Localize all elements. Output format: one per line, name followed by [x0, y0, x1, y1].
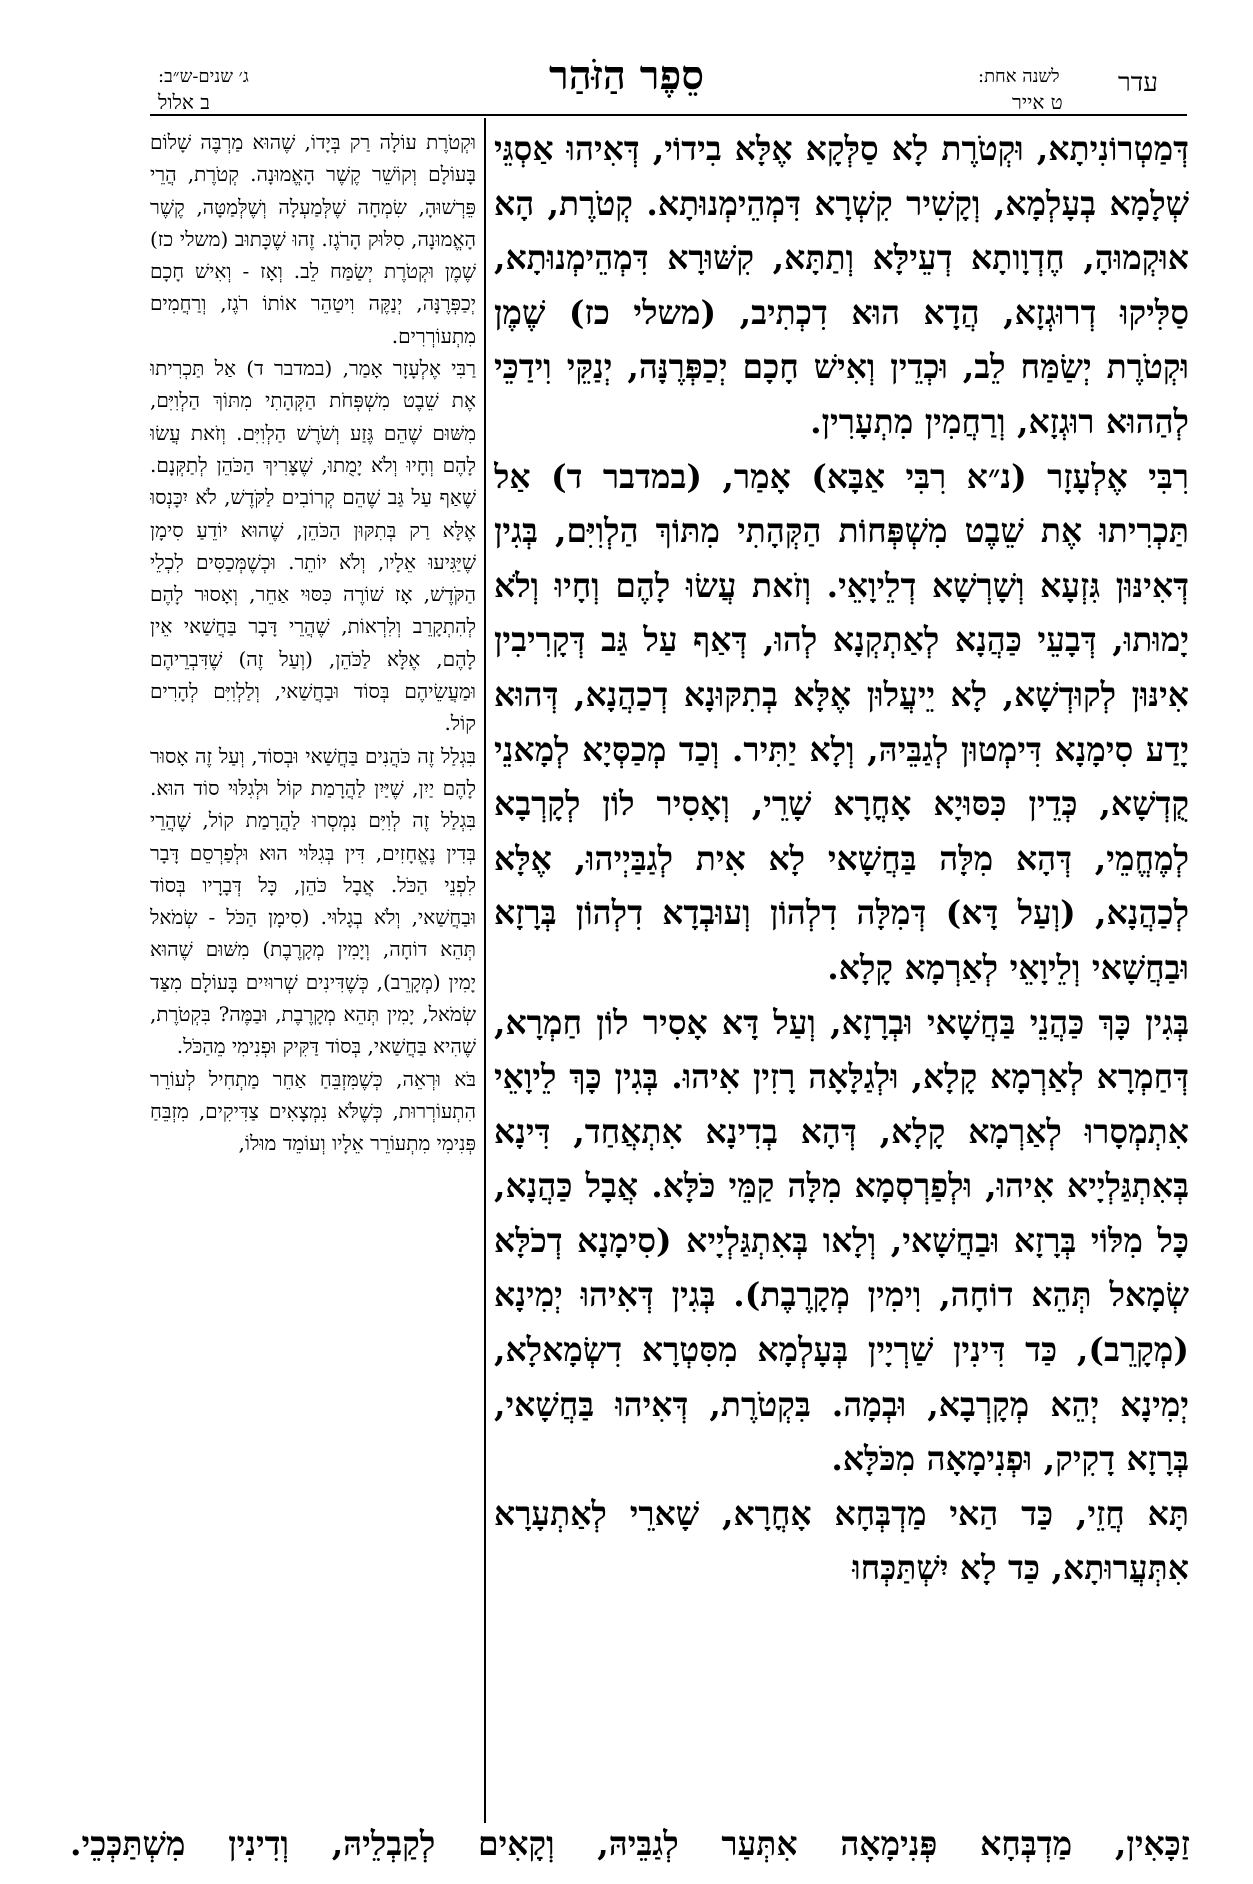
header-date-left: ב אלול — [158, 90, 210, 114]
page-title: סֵפֶר הַזֹּהַר — [549, 52, 704, 99]
page-header — [0, 0, 1253, 115]
aramaic-paragraph: בְּגִין כָּךְ כַּהֲנֵי בַּחֲשָׁאי וּבְרָזָא, וְעַל דָּא אָסִיר לוֹן חַמְרָא, דְּחַמְרָא לְאַרְמָא קָלָא, וּלְגַלָּאָה רָזִין אִיהוּ. בְּגִין כָּךְ לֵיוָאֵי אִתְמְסָרוּ לְאַרְמָא קָלָא, דְּהָא בְדִינָא אִתְאֲחַד, דִּינָא בְּאִתְגַּלְיָיא אִיהוּ, וּלְפַרְסְמָא מִלָּה קַמֵּי כֹּלָּא. אֲבָל כַּהֲנָא, כָּל מִלּוֹי בְּרָזָא וּבַחֲשָׁאי, וְלָאו בְּאִתְגַּלְיָיא (סִימָנָא דְכֹלָּא שְׂמָאל תְּהֵא דוֹחָה, וִימִין מְקָרֶבֶת). בְּגִין דְּאִיהוּ יְמִינָא (מְקָרֵב), כַּד דִּינִין שַׁרְיָין בְּעָלְמָא מִסִּטְרָא דִשְׂמָאלָא, יְמִינָא יְהֵא מְקָרְבָא, וּבְמָה. בִּקְטֹרֶת, דְּאִיהוּ בַּחֲשָׁאי, בְּרָזָא דָקִיק, וּפְנִימָאָה מִכֹּלָּא. — [494, 1002, 1189, 1479]
aramaic-paragraph: רִבִּי אֶלְעָזָר (נ״א רִבִּי אַבָּא) אָמַר, (במדבר ד) אַל תַּכְרִיתוּ אֶת שֵׁבֶט מִשְׁפְּחוֹת הַקְּהָתִי מִתּוֹךְ הַלְוִיִּם, בְּגִין דְּאִינּוּן גִּזְעָא וְשָׁרְשָׁא דְלֵיוָאֵי. וְזֹאת עֲשׂוּ לָהֶם וְחָיוּ וְלֹא יָמוּתוּ, דְּבָעֵי כַּהֲנָא לְאַתְקְנָא לְהוּ, דְּאַף עַל גַּב דְּקָרִיבִין אִינּוּן לְקוּדְשָׁא, לָא יֵיעֲלוּן אֶלָּא בְתִקּוּנָא דְכַהֲנָא, דְּהוּא יָדַע סִימָנָא דִּימְטוּן לְגַבֵּיהּ, וְלָא יַתִּיר. וְכַד מְכַסְּיָא לְמָאנֵי קֻדְשָׁא, כְּדֵין כִּסּוּיָא אָחֳרָא שָׁרֵי, וְאָסִיר לוֹן לְקָרְבָא לְמֶחֱמֵי, דְּהָא מִלָּה בַּחֲשָׁאי לָא אִית לְגַבַּיְיהוּ, אֶלָּא לְכַהֲנָא, (וְעַל דָּא) דְּמִלָּה דִלְהוֹן וְעוּבְדָא דִלְהוֹן בְּרָזָא וּבַחֲשָׁאי וְלֵיוָאֵי לְאַרְמָא קָלָא. — [494, 456, 1189, 987]
translation-paragraph: רַבִּי אֶלְעָזָר אָמַר, (במדבר ד) אַל תַּכְרִיתוּ אֶת שֵׁבֶט מִשְׁפְּחֹת הַקְּהָתִי מִתּוֹךְ הַלְוִיִּם, מִשּׁוּם שֶׁהֵם גֶּזַע וְשֹׁרֶשׁ הַלְוִיִּם. וְזֹאת עֲשׂוּ לָהֶם וְחָיוּ וְלֹא יָמֻתוּ, שֶׁצָּרִיךְ הַכֹּהֵן לְתַקְּנָם. שֶׁאַף עַל גַּב שֶׁהֵם קְרוֹבִים לַקֹּדֶשׁ, לֹא יִכָּנְסוּ אֶלָּא רַק בְּתִקּוּן הַכֹּהֵן, שֶׁהוּא יוֹדֵעַ סִימָן שֶׁיַּגִּיעוּ אֵלָיו, וְלֹא יוֹתֵר. וּכְשֶׁמְּכַסִּים לִכְלֵי הַקֹּדֶשׁ, אָז שׁוֹרֶה כִּסּוּי אַחֵר, וְאָסוּר לָהֶם לְהִתְקָרֵב וְלִרְאוֹת, שֶׁהֲרֵי דָּבָר בַּחֲשַׁאי אֵין לָהֶם, אֶלָּא לַכֹּהֵן, (וְעַל זֶה) שֶׁדִּבְרֵיהֶם וּמַעֲשֵׂיהֶם בְּסוֹד וּבַחֲשַׁאי, וְלַלְוִיִּם לְהָרִים קוֹל. — [150, 356, 476, 736]
aramaic-paragraph: דְּמַטְרוֹנִיתָא, וּקְטֹרֶת לָא סַלְּקָא אֶלָּא בִידוֹי, דְּאִיהוּ אַסְגֵּי שְׁלָמָא בְעָלְמָא, וְקָשִׁיר קִשְׁרָא דִּמְהֵימְנוּתָא. קְטֹרֶת, הָא אוּקְמוּהָ, חֶדְוָותָא דְעֵילָּא וְתַתָּא, קִשּׁוּרָא דִּמְהֵימְנוּתָא, סַלִּיקוּ דְרוּגְזָא, הֲדָא הוּא דִכְתִיב, (משלי כז) שֶׁמֶן וּקְטֹרֶת יְשַׂמַּח לֵב, וּכְדֵין וְאִישׁ חָכָם יְכַפְּרֶנָּה, יְנַקֵּי וִידַכֵּי לְהַהוּא רוּגְזָא, וְרַחֲמִין מִתְעָרִין. — [494, 129, 1189, 441]
translation-paragraph: בִּגְלַל זֶה כֹּהֲנִים בַּחֲשַׁאי וּבְסוֹד, וְעַל זֶה אָסוּר לָהֶם יַיִן, שֶׁיַּיִן לַהֲרָמַת קוֹל וּלְגִלּוּי סוֹד הוּא. בִּגְלַל זֶה לְוִיִּם נִמְסְרוּ לַהֲרָמַת קוֹל, שֶׁהֲרֵי בְּדִין נֶאֱחָזִים, דִּין בְּגִלּוּי הוּא וּלְפַרְסֵם דָּבָר לִפְנֵי הַכֹּל. אֲבָל כֹּהֵן, כָּל דְּבָרָיו בְּסוֹד וּבַחֲשַׁאי, וְלֹא בְגָלוּי. (סִימָן הַכֹּל - שְׂמֹאל תְּהֵא דוֹחָה, וְיָמִין מְקָרֶבֶת) מִשּׁוּם שֶׁהוּא יָמִין (מְקָרֵב), כְּשֶׁדִּינִים שְׁרוּיִים בָּעוֹלָם מִצַּד שְׂמֹאל, יָמִין תְּהֵא מְקָרֶבֶת, וּבַמֶּה? בִּקְטֹרֶת, שֶׁהִיא בַּחֲשַׁאי, בְּסוֹד דַּקִּיק וּפְנִימִי מֵהַכֹּל. — [150, 743, 476, 1059]
header-study-cycle-right: לשנה אחת: — [978, 66, 1060, 87]
page-number: עדר — [1118, 68, 1158, 98]
hebrew-translation-column — [150, 126, 476, 1726]
translation-paragraph: וּקְטֹרֶת עוֹלָה רַק בְּיָדוֹ, שֶׁהוּא מַרְבֶּה שָׁלוֹם בָּעוֹלָם וְקוֹשֵׁר קֶשֶׁר הָאֱמוּנָה. קְטֹרֶת, הֲרֵי פֵּרְשׁוּהָ, שִׂמְחָה שֶׁלְּמַעְלָה וְשֶׁלְּמַטָּה, קֶשֶׁר הָאֱמוּנָה, סִלּוּק הָרֹגֶז. זֶהוּ שֶׁכָּתוּב (משלי כז) שֶׁמֶן וּקְטֹרֶת יְשַׂמַּח לֵב. וְאָז - וְאִישׁ חָכָם יְכַפְּרֶנָּה, יְנַקֶּה וִיטַהֵר אוֹתוֹ רֹגֶז, וְרַחֲמִים מִתְעוֹרְרִים. — [150, 130, 476, 348]
aramaic-bottom-line: זַכָּאִין, מַדְבְּחָא פְּנִימָאָה אִתְּעַר לְגַבֵּיהּ, וְקָאִים לְקַבְלֵיהּ, וְדִינִין מִשְׁתַּכְּכֵי. — [70, 1824, 1190, 1863]
aramaic-column — [494, 122, 1189, 1827]
column-divider — [484, 118, 486, 1823]
header-rule — [150, 114, 1187, 116]
header-date-right: ט אייר — [1012, 90, 1063, 114]
header-study-cycle-left: ג׳ שנים-ש״ב: — [158, 66, 249, 87]
aramaic-paragraph: תָּא חֲזֵי, כַּד הַאי מַדְבְּחָא אָחֳרָא, שָׁארֵי לְאַתְעָרָא אִתְּעֲרוּתָא, כַּד לָא יִשְׁתַּכְּחוּ — [494, 1493, 1189, 1588]
translation-paragraph: בֹּא וּרְאֵה, כְּשֶׁמִּזְבֵּחַ אַחֵר מַתְחִיל לְעוֹרֵר הִתְעוֹרְרוּת, כְּשֶׁלֹּא נִמְצָאִים צַדִּיקִים, מִזְבֵּחַ פְּנִימִי מִתְעוֹרֵר אֵלָיו וְעוֹמֵד מוּלוֹ, — [150, 1066, 476, 1156]
